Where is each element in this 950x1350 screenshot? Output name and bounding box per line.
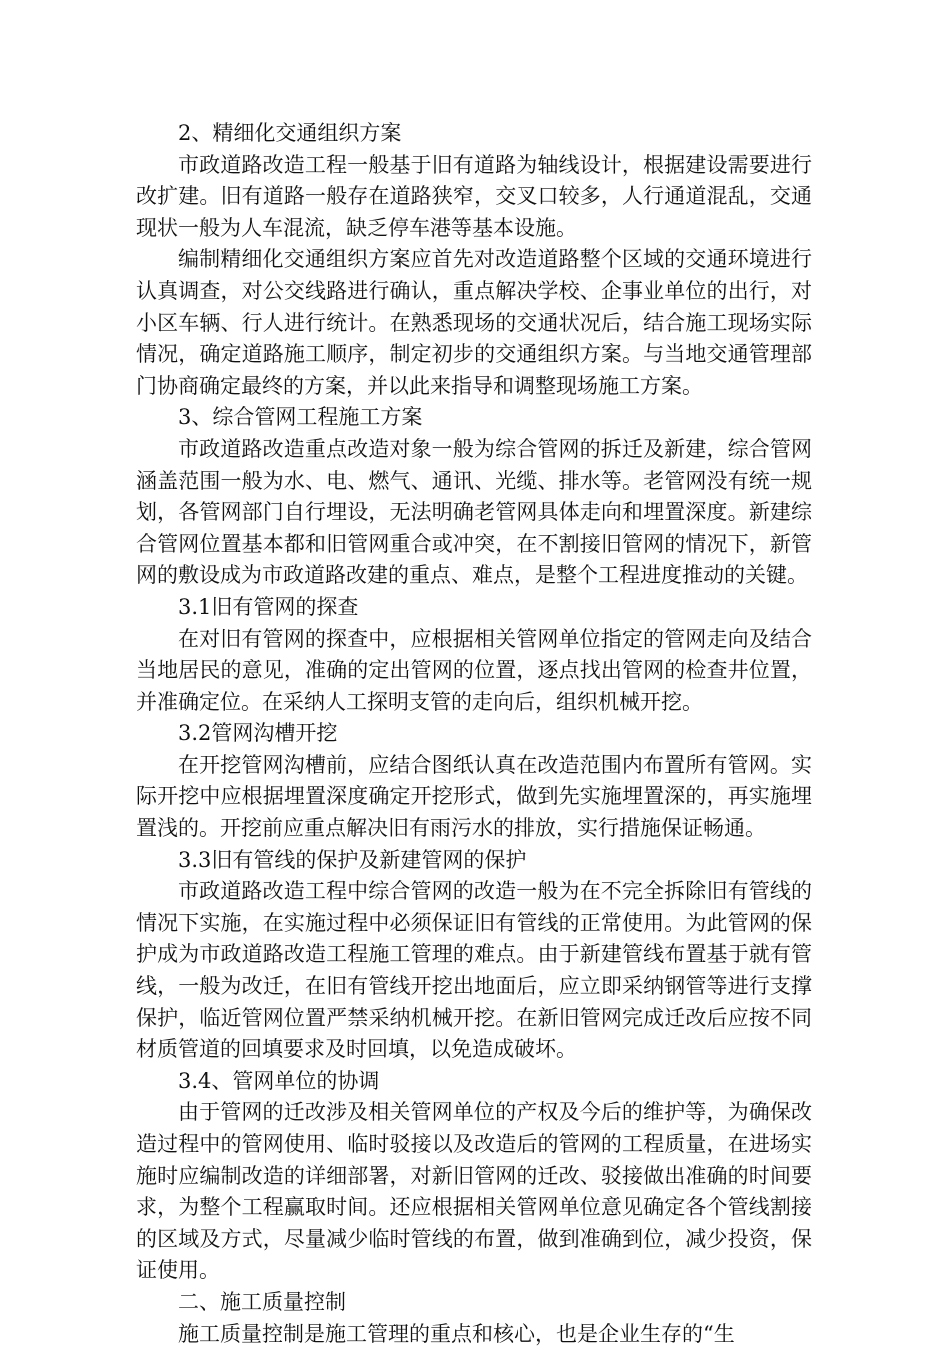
subsection-heading-coordination: 3.4、管网单位的协调 [178,1068,380,1093]
paragraph-traffic-plan: 编制精细化交通组织方案应首先对改造道路整个区域的交通环境进行认真调查，对公交线路进行确认，重点解决学校、企事业单位的出行，对小区车辆、行人进行统计。在熟悉现场的交通状况后，结合施工现场实际情况，确定道路施工顺序，制定初步的交通组织方案。与当地交通管理部门协商确定最终的方案，并以此来指导和调整现场施工方案。 [136,247,812,398]
paragraph-traffic-intro: 市政道路改造工程一般基于旧有道路为轴线设计，根据建设需要进行改扩建。旧有道路一般存在道路狭窄，交叉口较多，人行通道混乱，交通现状一般为人车混流，缺乏停车港等基本设施。 [136,152,812,240]
subsection-heading-protection: 3.3旧有管线的保护及新建管网的保护 [178,847,527,872]
paragraph-pipe-network-intro: 市政道路改造重点改造对象一般为综合管网的拆迁及新建，综合管网涵盖范围一般为水、电、燃气、通讯、光缆、排水等。老管网没有统一规划，各管网部门自行埋设，无法明确老管网具体走向和埋置深度。新建综合管网位置基本都和旧管网重合或冲突，在不割接旧管网的情况下，新管网的敷设成为市政道路改建的重点、难点，是整个工程进度推动的关键。 [136,436,812,588]
paragraph-protection: 市政道路改造工程中综合管网的改造一般为在不完全拆除旧有管线的情况下实施，在实施过程中必须保证旧有管线的正常使用。为此管网的保护成为市政道路改造工程施工管理的难点。由于新建管线布置基于就有管线，一般为改迁，在旧有管线开挖出地面后，应立即采纳钢管等进行支撑保护，临近管网位置严禁采纳机械开挖。在新旧管网完成迁改后应按不同材质管道的回填要求及时回填，以免造成破坏。 [136,879,812,1062]
section-heading-quality-control: 二、施工质量控制 [178,1289,346,1314]
paragraph-quality-control: 施工质量控制是施工管理的重点和核心，也是企业生存的“生 [178,1321,735,1346]
subsection-heading-trench: 3.2管网沟槽开挖 [178,721,338,746]
section-heading-pipe-network: 3、综合管网工程施工方案 [178,405,423,430]
document-page [136,118,812,1350]
paragraph-survey: 在对旧有管网的探查中，应根据相关管网单位指定的管网走向及结合当地居民的意见，准确的定出管网的位置，逐点找出管网的检查井位置，并准确定位。在采纳人工探明支管的走向后，组织机械开挖。 [136,626,812,714]
subsection-heading-survey: 3.1旧有管网的探查 [178,594,359,619]
paragraph-coordination: 由于管网的迁改涉及相关管网单位的产权及今后的维护等，为确保改造过程中的管网使用、临时驳接以及改造后的管网的工程质量，在进场实施时应编制改造的详细部署，对新旧管网的迁改、驳接做出准确的时间要求，为整个工程赢取时间。还应根据相关管网单位意见确定各个管线割接的区域及方式，尽量减少临时管线的布置，做到准确到位，减少投资，保证使用。 [136,1100,812,1283]
paragraph-trench: 在开挖管网沟槽前，应结合图纸认真在改造范围内布置所有管网。实际开挖中应根据埋置深度确定开挖形式，做到先实施埋置深的，再实施埋置浅的。开挖前应重点解决旧有雨污水的排放，实行措施保证畅通。 [136,752,812,841]
section-heading-traffic-plan: 2、精细化交通组织方案 [178,121,402,145]
